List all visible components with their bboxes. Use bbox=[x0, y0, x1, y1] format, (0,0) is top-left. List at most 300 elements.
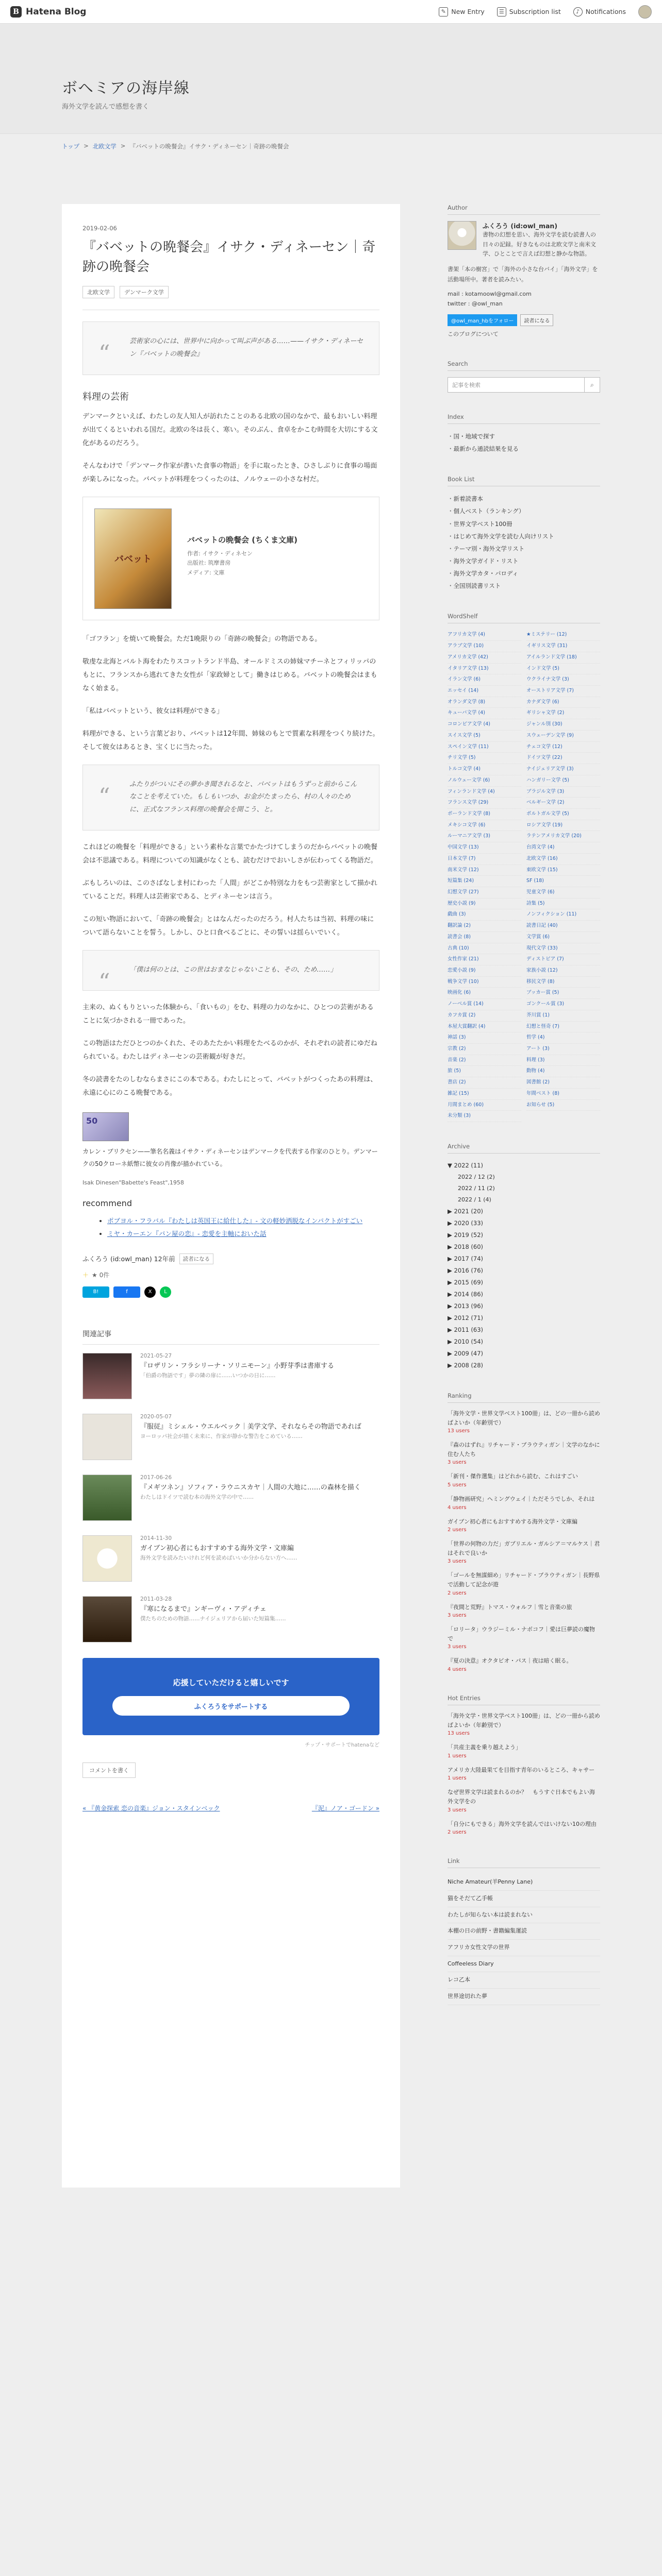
external-link[interactable]: わたしが知らない本は読まれない bbox=[448, 1907, 600, 1924]
tag-link[interactable]: スペイン文学 (11) bbox=[448, 742, 521, 753]
ranking-title[interactable]: 『夜間と荒野』トマス・ウォルフ｜雪と音楽の旅 bbox=[448, 1603, 572, 1611]
bookmark-count[interactable]: 3 users bbox=[448, 1807, 467, 1813]
tag-link[interactable]: 図書館 (2) bbox=[526, 1077, 600, 1089]
related-date: 2011-03-28 bbox=[140, 1596, 172, 1602]
tag-link[interactable]: チリ文学 (5) bbox=[448, 753, 521, 764]
author-name[interactable]: ふくろう (id:owl_man) bbox=[483, 222, 558, 230]
twitter-follow-button[interactable]: @owl_man_hbをフォロー bbox=[448, 314, 517, 326]
ranking-item[interactable] bbox=[448, 1820, 600, 1837]
x-share-button[interactable]: X bbox=[144, 1286, 156, 1298]
tag-link[interactable]: コロンビア文学 (4) bbox=[448, 719, 521, 731]
hatena-blog-logo[interactable] bbox=[10, 6, 86, 18]
paragraph: 主来の、ぬくもりといった体験から、「食いもの」をむ、料理の力のなかに、ひとつの芸術があることに気づかされる一冊であった。 bbox=[82, 1003, 374, 1025]
blog-description: 海外文学を読んで感想を書く bbox=[62, 103, 150, 111]
tag-link[interactable]: ナイジェリア文学 (3) bbox=[526, 764, 600, 775]
notifications-label: Notifications bbox=[585, 8, 626, 15]
archive-year[interactable]: ▼ 2022 (11) bbox=[448, 1162, 484, 1170]
prev-entry-link[interactable]: « 『黄金探索 恋の音楽』ジョン・スタインベック bbox=[82, 1804, 220, 1812]
ranking-title[interactable]: 「海外文学・世界文学ベスト100冊」は、どの一冊から読めばよいか（年齢別で） bbox=[448, 1410, 600, 1426]
paragraph: ぶもしろいのは、このさばなしま村にわった「人間」がどこか特別な力をもつ芸術家として描かれていることだ。料理人は芸術家である、とディネーセンは言う。 bbox=[82, 879, 377, 901]
tag-link[interactable]: ノーベル賞 (14) bbox=[448, 999, 521, 1010]
archive-year[interactable]: ▶ 2013 (96) bbox=[448, 1302, 484, 1310]
ranking-title[interactable]: 「世界の何物の力だ」ガブリエル・ガルシア＝マルケス｜君はそれで良いか bbox=[448, 1540, 600, 1556]
archive-month[interactable]: 2022 / 12 (2) bbox=[458, 1174, 495, 1181]
ranking-item[interactable] bbox=[448, 1495, 600, 1512]
booklist-link[interactable]: ・ 海外文学カタ・パロディ bbox=[448, 567, 600, 580]
recommend-link[interactable]: ポブヨル・フラバル『わたしは英国王に給仕した』- 文の軽妙洒脱なインパクトがすごい bbox=[107, 1216, 363, 1225]
tags-module bbox=[448, 613, 600, 1122]
tag-link[interactable]: イギリス文学 (31) bbox=[526, 641, 600, 652]
links-module bbox=[448, 1857, 600, 2005]
tag-link[interactable]: ロシア文学 (19) bbox=[526, 820, 600, 832]
tag-link[interactable]: 幻想文学 (27) bbox=[448, 887, 521, 899]
bookmark-count[interactable]: 5 users bbox=[448, 1482, 467, 1488]
tag-link[interactable]: オーストリア文学 (7) bbox=[526, 686, 600, 697]
pencil-icon: ✎ bbox=[439, 7, 448, 16]
related-excerpt: 「伯爵の物語です」夢の隣の扉に……いつかの日に…… bbox=[140, 1372, 276, 1379]
star-count bbox=[82, 1270, 379, 1279]
recommend-heading: recommend bbox=[82, 1198, 132, 1208]
ranking-item[interactable] bbox=[448, 1440, 600, 1467]
blog-header bbox=[0, 24, 662, 134]
tag-link[interactable]: 旅 (5) bbox=[448, 1066, 521, 1077]
paragraph: 「ゴフラン」を焼いて晩餐会。ただ1晩限りの「奇跡の晩餐会」の物語である。 bbox=[82, 635, 322, 643]
tag-link[interactable]: 恋愛小説 (9) bbox=[448, 965, 521, 977]
tag-link[interactable]: 短篇集 (24) bbox=[448, 876, 521, 887]
breadcrumb bbox=[62, 142, 289, 150]
blog-title[interactable]: ボヘミアの海岸線 bbox=[62, 79, 190, 97]
paragraph: そんなわけで「デンマーク作家が書いた食事の物語」を手に取ったとき、ひさしぶりに食事の場面が楽しみになった。バベットが料理をつくったのは、ノルウェーの小さな村だ。 bbox=[82, 462, 377, 483]
ranking-title[interactable]: 「共産主義を乗り越えよう」 bbox=[448, 1744, 521, 1751]
tag-link[interactable]: スウェーデン文学 (9) bbox=[526, 731, 600, 742]
tag-link[interactable]: 未分類 (3) bbox=[448, 1111, 521, 1122]
ranking-title[interactable]: アメリカ大陸最果てを目指す青年のいるところ、キャサー bbox=[448, 1766, 595, 1773]
external-link[interactable]: アフリカ女性文学の世界 bbox=[448, 1940, 600, 1956]
related-entry[interactable] bbox=[82, 1475, 379, 1521]
contact-mail[interactable]: mail : kotamoowl@gmail.com bbox=[448, 290, 532, 297]
related-thumbnail[interactable] bbox=[82, 1596, 132, 1642]
related-excerpt: ヨーロッパ社会が描く未来に、作家が静かな警告をこめている…… bbox=[140, 1433, 303, 1439]
module-heading: Author bbox=[448, 204, 600, 215]
related-thumbnail[interactable] bbox=[82, 1353, 132, 1399]
module-heading: Index bbox=[448, 413, 600, 424]
tag-link[interactable]: お知らせ (5) bbox=[526, 1100, 600, 1111]
bookmark-count[interactable]: 4 users bbox=[448, 1504, 467, 1511]
search-input[interactable]: 記事を検索 bbox=[448, 377, 585, 393]
archive-year[interactable]: ▶ 2010 (54) bbox=[448, 1338, 484, 1346]
archive-month[interactable]: 2022 / 1 (4) bbox=[458, 1196, 491, 1204]
facebook-share-button[interactable]: f bbox=[113, 1286, 140, 1298]
related-thumbnail[interactable] bbox=[82, 1414, 132, 1460]
tag-link[interactable]: ポーランド文学 (8) bbox=[448, 809, 521, 820]
hatena-mark-icon: B bbox=[10, 6, 22, 18]
tag-link[interactable]: 幻想と怪奇 (7) bbox=[526, 1022, 600, 1033]
ranking-item[interactable] bbox=[448, 1743, 600, 1760]
quote-mark-icon: “ bbox=[98, 783, 110, 810]
ranking-item[interactable] bbox=[448, 1539, 600, 1566]
related-date: 2017-06-26 bbox=[140, 1474, 172, 1481]
booklist-link[interactable]: ・ 世界文学ベスト100冊 bbox=[448, 518, 600, 530]
bookmark-count[interactable]: 1 users bbox=[448, 1753, 467, 1759]
archive-month[interactable]: 2022 / 11 (2) bbox=[458, 1185, 495, 1192]
book-title[interactable]: バベットの晩餐会 (ちくま文庫) bbox=[187, 535, 297, 545]
tag-link[interactable]: 料理 (3) bbox=[526, 1055, 600, 1066]
category-tag[interactable]: デンマーク文学 bbox=[120, 286, 169, 298]
archive-year[interactable]: ▶ 2011 (63) bbox=[448, 1326, 484, 1334]
bookmark-count[interactable]: 13 users bbox=[448, 1428, 470, 1434]
support-box bbox=[82, 1658, 379, 1735]
tag-link[interactable]: インド文学 (5) bbox=[526, 664, 600, 675]
index-module bbox=[448, 413, 600, 455]
tag-link[interactable]: 本屋大賞翻訳 (4) bbox=[448, 1022, 521, 1033]
entry-article bbox=[62, 204, 400, 2188]
tag-link[interactable]: 映画化 (6) bbox=[448, 988, 521, 999]
module-heading: Search bbox=[448, 360, 600, 371]
external-link[interactable]: 本棚の日の前野・書籍編集運読 bbox=[448, 1923, 600, 1940]
tag-link[interactable]: エッセイ (14) bbox=[448, 686, 521, 697]
tag-link[interactable]: SF (18) bbox=[526, 876, 600, 887]
tag-link[interactable]: メキシコ文学 (6) bbox=[448, 820, 521, 832]
tag-link[interactable]: チェコ文学 (12) bbox=[526, 742, 600, 753]
tag-link[interactable]: 北欧文学 (16) bbox=[526, 854, 600, 865]
ranking-module bbox=[448, 1392, 600, 1674]
new-entry-button[interactable] bbox=[439, 7, 485, 16]
archive-year[interactable]: ▶ 2014 (86) bbox=[448, 1291, 484, 1298]
list-icon: ☰ bbox=[497, 7, 506, 16]
tag-link[interactable]: ノルウェー文学 (6) bbox=[448, 775, 521, 787]
tag-link[interactable]: 雑記 (15) bbox=[448, 1089, 521, 1100]
related-excerpt: わたしはドイツで読む本の海外文学の中で…… bbox=[140, 1494, 254, 1500]
tag-link[interactable]: アフリカ文学 (4) bbox=[448, 630, 521, 641]
tag-link[interactable]: 翻訳論 (2) bbox=[448, 921, 521, 932]
tag-link[interactable]: 戦争文学 (10) bbox=[448, 977, 521, 988]
ranking-title[interactable]: 「ロリータ」ウラジーミル・ナボコフ｜愛は巨夢読の魔物で bbox=[448, 1626, 595, 1642]
index-link[interactable]: ・ 国・地域で探す bbox=[448, 430, 600, 443]
tag-link[interactable]: 動物 (4) bbox=[526, 1066, 600, 1077]
tag-link[interactable]: 神話 (3) bbox=[448, 1032, 521, 1044]
booklist-link[interactable]: ・ 海外文学ガイド・リスト bbox=[448, 555, 600, 567]
tag-link[interactable]: 文学賞 (6) bbox=[526, 932, 600, 943]
star-label: ★ 0件 bbox=[92, 1271, 110, 1279]
ranking-item[interactable] bbox=[448, 1766, 600, 1783]
tag-link[interactable]: 家族小説 (12) bbox=[526, 965, 600, 977]
archive-year[interactable]: ▶ 2018 (60) bbox=[448, 1243, 484, 1251]
brand-label: Hatena Blog bbox=[26, 6, 87, 17]
entry-title[interactable]: 『バベットの晩餐会』イサク・ディネーセン｜奇跡の晩餐会 bbox=[82, 240, 376, 275]
tag-link[interactable]: 移民文学 (8) bbox=[526, 977, 600, 988]
ranking-title[interactable]: 「ゴールを無謀細め」リチャード・ブラウティガン｜長野県で活動して記念が遊 bbox=[448, 1572, 600, 1588]
related-thumbnail[interactable] bbox=[82, 1535, 132, 1582]
author-avatar[interactable] bbox=[448, 221, 476, 250]
support-title: 応援していただけると嬉しいです bbox=[173, 1678, 289, 1687]
related-excerpt: 海外文学を読みたいけれど何を読めばいいか分からない方へ…… bbox=[140, 1554, 297, 1561]
section-heading: 料理の芸術 bbox=[82, 391, 129, 402]
tag-link[interactable]: 読書日記 (40) bbox=[526, 921, 600, 932]
new-entry-label: New Entry bbox=[451, 8, 485, 15]
subscription-list-button[interactable] bbox=[497, 7, 561, 16]
module-heading: Book List bbox=[448, 476, 600, 486]
tag-link[interactable]: ゴンクール賞 (3) bbox=[526, 999, 600, 1010]
bookmark-count[interactable]: 2 users bbox=[448, 1527, 467, 1533]
search-module bbox=[448, 360, 600, 393]
external-link[interactable]: レコ乙本 bbox=[448, 1972, 600, 1989]
search-icon[interactable]: ⌕ bbox=[585, 377, 600, 393]
index-link[interactable]: ・ 最新から通読結果を見る bbox=[448, 443, 600, 455]
bookmark-count[interactable]: 13 users bbox=[448, 1731, 470, 1737]
tag-link[interactable]: 芥川賞 (1) bbox=[526, 1010, 600, 1022]
breadcrumb-top[interactable]: トップ bbox=[62, 143, 80, 150]
book-card[interactable] bbox=[82, 497, 379, 620]
ranking-title[interactable]: 『夏の決意』オクタビオ・パス｜夜は暗く眠る。 bbox=[448, 1657, 572, 1665]
sidebar bbox=[448, 204, 600, 2005]
archive-module bbox=[448, 1143, 600, 1371]
related-entry[interactable] bbox=[82, 1414, 379, 1460]
tag-link[interactable]: ルーマニア文学 (3) bbox=[448, 831, 521, 842]
paragraph: この物語はただひとつのかくれた、そのあたたかい料理をたべるのかが、それぞれの読者にゆだねられている。わたしはディネーセンの芸術観が好きだ。 bbox=[82, 1039, 377, 1061]
archive-year[interactable]: ▶ 2021 (20) bbox=[448, 1208, 484, 1215]
tag-link[interactable]: ギリシャ文学 (2) bbox=[526, 708, 600, 719]
archive-year[interactable]: ▶ 2009 (47) bbox=[448, 1350, 484, 1358]
source-credit: Isak Dinesen"Babette's Feast",1958 bbox=[82, 1179, 184, 1186]
tag-link[interactable]: トルコ文学 (4) bbox=[448, 764, 521, 775]
entry-footer-author bbox=[82, 1253, 379, 1264]
external-link[interactable]: Coffeeless Diary bbox=[448, 1956, 600, 1973]
tag-link[interactable]: 歴史小説 (9) bbox=[448, 899, 521, 910]
notifications-button[interactable] bbox=[573, 7, 626, 16]
archive-year[interactable]: ▶ 2020 (33) bbox=[448, 1219, 484, 1227]
tag-link[interactable]: 東欧文学 (15) bbox=[526, 865, 600, 876]
support-button[interactable]: ふくろうをサポートする bbox=[112, 1696, 350, 1716]
tag-link[interactable]: 月間まとめ (60) bbox=[448, 1100, 521, 1111]
bookmark-count[interactable]: 4 users bbox=[448, 1666, 467, 1672]
booklist-module bbox=[448, 476, 600, 592]
tag-link[interactable]: アメリカ文学 (42) bbox=[448, 652, 521, 664]
tag-link[interactable]: ラテンアメリカ文学 (20) bbox=[526, 831, 600, 842]
recommend-list bbox=[82, 1214, 379, 1240]
epigraph-quote bbox=[82, 321, 379, 375]
ranking-item[interactable] bbox=[448, 1517, 600, 1535]
tag-link[interactable]: 古典 (10) bbox=[448, 943, 521, 955]
tag-link[interactable]: イタリア文学 (13) bbox=[448, 664, 521, 675]
tag-link[interactable]: 詩集 (5) bbox=[526, 899, 600, 910]
book-author: 作者: イサク・ディネセン bbox=[187, 550, 253, 557]
write-comment-button[interactable]: コメントを書く bbox=[82, 1762, 136, 1778]
tag-link[interactable]: ★ミステリー (12) bbox=[526, 630, 600, 641]
booklist-link[interactable]: ・ 新着読書本 bbox=[448, 493, 600, 505]
ranking-title[interactable]: 「新刊・傑作選集」はどれから読む、これはすごい bbox=[448, 1473, 578, 1480]
module-heading: Ranking bbox=[448, 1392, 600, 1403]
archive-year[interactable]: ▶ 2015 (69) bbox=[448, 1279, 484, 1286]
user-avatar[interactable] bbox=[638, 5, 652, 19]
paragraph: 敬虔な北海とバルト海をわたりスコットランド半島、オールドミスの姉妹マチーネとフィリッパのもとに、フランスから逃れてきた女性が「家政婦として」働きはじめる。バベットの晩餐会はまもなく始まる。 bbox=[82, 657, 377, 692]
related-title[interactable]: 『寒になるまで』ンギーヴィ・アディチェ bbox=[140, 1605, 267, 1613]
bookmark-count[interactable]: 3 users bbox=[448, 1558, 467, 1565]
related-date: 2014-11-30 bbox=[140, 1535, 172, 1541]
ranking-title[interactable]: 『森のはずれ』リチャード・ブラウティガン｜文学のなかに住む人たち bbox=[448, 1442, 600, 1458]
ranking-title[interactable]: 「静物画研究」ヘミングウェイ｜ただそうでしか、それは bbox=[448, 1496, 595, 1503]
tag-link[interactable]: ドイツ文学 (22) bbox=[526, 753, 600, 764]
image-caption: カレン・ブリクセン——筆名名義はイサク・ディネーセンはデンマークを代表する作家のひとり。デンマークの50クローネ紙幣に彼女の肖像が描かれている。 bbox=[82, 1147, 378, 1167]
subscribe-button[interactable]: 読者になる bbox=[520, 314, 553, 326]
bell-icon: ♪ bbox=[573, 7, 583, 16]
tag-link[interactable]: ディストピア (7) bbox=[526, 954, 600, 965]
recommend-link[interactable]: ミヤ・カーエン『パン屋の恋』- 恋愛を主軸においた話 bbox=[107, 1229, 267, 1238]
tag-link[interactable]: 中国文学 (13) bbox=[448, 842, 521, 854]
bookmark-count[interactable]: 1 users bbox=[448, 1775, 467, 1782]
related-title[interactable]: 『ロザリン・フラシリーナ・ソリニモーン』小野芽季は書庫する bbox=[140, 1362, 334, 1370]
contact-twitter[interactable]: twitter : @owl_man bbox=[448, 300, 503, 308]
quote-block bbox=[82, 950, 379, 995]
tag-link[interactable]: スイス文学 (5) bbox=[448, 731, 521, 742]
ranking-item[interactable] bbox=[448, 1409, 600, 1435]
author-bio: 書物の幻想を思い、海外文学を読む読書人の日々の記録。好きなものは北欧文学と南米文学、ひとことで言えば幻想と静かな物語。 bbox=[483, 231, 596, 258]
archive-year[interactable]: ▶ 2012 (71) bbox=[448, 1314, 484, 1322]
tag-link[interactable]: ベルギー文学 (2) bbox=[526, 798, 600, 809]
breadcrumb-separator: > bbox=[84, 142, 89, 149]
external-link[interactable]: Niche Amateur(羊Penny Lane) bbox=[448, 1874, 600, 1891]
tag-link[interactable]: ウクライナ文学 (3) bbox=[526, 674, 600, 686]
bookmark-count[interactable]: 2 users bbox=[448, 1829, 467, 1836]
tag-link[interactable]: イラン文学 (6) bbox=[448, 674, 521, 686]
subscription-label: Subscription list bbox=[509, 8, 561, 15]
next-entry-link[interactable]: 『泥』ノア・ゴードン » bbox=[311, 1804, 379, 1812]
external-link[interactable]: 猫をそだて乙手帳 bbox=[448, 1891, 600, 1907]
ranking-item[interactable] bbox=[448, 1625, 600, 1651]
subscribe-button[interactable]: 読者になる bbox=[179, 1253, 214, 1264]
ranking-title[interactable]: ガイブン初心者にもおすすめする海外文学・文庫編 bbox=[448, 1518, 578, 1525]
tag-link[interactable]: キューバ文学 (4) bbox=[448, 708, 521, 719]
quote-text: 「僕は何のとは、この世はおまなじゃないことも、その、ため……」 bbox=[129, 965, 337, 974]
tag-link[interactable]: アラブ文学 (10) bbox=[448, 641, 521, 652]
bookmark-count[interactable]: 2 users bbox=[448, 1590, 467, 1596]
archive-year[interactable]: ▶ 2008 (28) bbox=[448, 1362, 484, 1369]
tag-link[interactable]: ハンガリー文学 (5) bbox=[526, 775, 600, 787]
module-heading: WordShelf bbox=[448, 613, 600, 623]
ranking-item[interactable] bbox=[448, 1472, 600, 1489]
tag-link[interactable]: 宗教 (2) bbox=[448, 1044, 521, 1055]
booklist-link[interactable]: ・ テーマ別・海外文学リスト bbox=[448, 543, 600, 555]
tag-link[interactable]: 書店 (2) bbox=[448, 1077, 521, 1089]
hatena-bookmark-button[interactable]: B! bbox=[82, 1286, 109, 1298]
module-heading: Hot Entries bbox=[448, 1694, 600, 1705]
paragraph: これほどの晩餐を「料理ができる」という素朴な言葉でかたづけてしまうのだからバベットの晩餐会は不思議である。料理についての知識がなくとも、読むだけでおいしさが伝わってくる物語だ。 bbox=[82, 843, 378, 865]
bookmark-count[interactable]: 3 users bbox=[448, 1644, 467, 1650]
breadcrumb-current: 『バベットの晩餐会』イサク・ディネーセン｜奇跡の晩餐会 bbox=[129, 143, 289, 150]
tag-link[interactable]: ノンフィクション (11) bbox=[526, 909, 600, 921]
related-excerpt: 僕たちのための物語……ナイジェリアから届いた短篇集…… bbox=[140, 1615, 286, 1622]
paragraph: 冬の読書をたのしむならまさにこの本である。わたしにとって、バベットがつくったあの料理は、永遠に心にのこる晩餐である。 bbox=[82, 1075, 377, 1097]
related-thumbnail[interactable] bbox=[82, 1475, 132, 1521]
tag-link[interactable]: 日本文学 (7) bbox=[448, 854, 521, 865]
booklist-link[interactable]: ・ 個人ベスト（ランキング） bbox=[448, 505, 600, 517]
related-title[interactable]: 『服従』ミシェル・ウエルベック｜美学文学、それならその物語であれば bbox=[140, 1422, 361, 1431]
about-text: 書架「本の樹宮」で「海外の小さな台バイ」「海外文学」を活動場所中。著者を読みたい。 bbox=[448, 266, 598, 283]
archive-year[interactable]: ▶ 2019 (52) bbox=[448, 1231, 484, 1239]
author-link[interactable]: ふくろう (id:owl_man) 12年前 bbox=[82, 1255, 175, 1263]
tag-link[interactable]: ブッカー賞 (5) bbox=[526, 988, 600, 999]
bookmark-count[interactable]: 3 users bbox=[448, 1460, 467, 1466]
tag-grid bbox=[448, 630, 600, 1122]
share-buttons bbox=[82, 1286, 379, 1298]
banknote-label: 50 bbox=[86, 1115, 98, 1126]
tag-link[interactable]: 女性作家 (21) bbox=[448, 954, 521, 965]
ranking-item[interactable] bbox=[448, 1603, 600, 1620]
tag-link[interactable]: アイルランド文学 (18) bbox=[526, 652, 600, 664]
related-heading: 関連記事 bbox=[82, 1329, 379, 1345]
quote-block bbox=[82, 765, 379, 831]
ranking-item[interactable] bbox=[448, 1656, 600, 1674]
line-share-button[interactable]: L bbox=[160, 1286, 171, 1298]
tag-link[interactable]: 年間ベスト (8) bbox=[526, 1089, 600, 1100]
archive-list bbox=[448, 1160, 600, 1371]
archive-year[interactable]: ▶ 2017 (74) bbox=[448, 1255, 484, 1263]
related-title[interactable]: 『メギツネン』ソフィア・ラウニスカヤ｜人間の大地に……の森林を描く bbox=[140, 1483, 361, 1492]
ranking-item[interactable] bbox=[448, 1571, 600, 1597]
support-note: チップ・サポートでhatenaなど bbox=[305, 1742, 379, 1748]
tag-link[interactable]: 台湾文学 (4) bbox=[526, 842, 600, 854]
related-title[interactable]: ガイブン初心者にもおすすめする海外文学・文庫編 bbox=[140, 1544, 294, 1552]
tag-link[interactable]: 読書会 (8) bbox=[448, 932, 521, 943]
ranking-title[interactable]: 「自分にもできる」海外文学を読んではいけない10の理由 bbox=[448, 1820, 597, 1827]
related-entry[interactable] bbox=[82, 1353, 379, 1399]
paragraph: この短い物語において、「奇跡の晩餐会」とはなんだったのだろう。村人たちは当初、料理の味について語らないことを誓う。しかし、ひと口食べるごとに、その誓いは揺らいでいく。 bbox=[82, 915, 374, 937]
bookmark-count[interactable]: 3 users bbox=[448, 1613, 467, 1619]
tag-link[interactable]: 戯曲 (3) bbox=[448, 909, 521, 921]
booklist-link[interactable]: ・ はじめて海外文学を読む人向けリスト bbox=[448, 530, 600, 543]
external-link[interactable]: 世界途切れた夢 bbox=[448, 1989, 600, 2005]
author-module bbox=[448, 204, 600, 340]
book-cover-image[interactable]: バベット bbox=[94, 509, 172, 609]
paragraph: デンマークといえば、わたしの友人知人が訪れたことのある北欧の国のなかで、最もおいしい料理が出てくるといわれる国だ。北欧の冬は長く、寒い。そのぶん、食卓をかこむ時間を大切にする文化があるのだろう。 bbox=[82, 412, 378, 447]
tag-link[interactable]: アート (3) bbox=[526, 1044, 600, 1055]
tag-link[interactable]: フランス文学 (29) bbox=[448, 798, 521, 809]
add-star-icon[interactable]: ＋ bbox=[82, 1271, 89, 1279]
entry-date[interactable]: 2019-02-06 bbox=[82, 225, 117, 232]
book-media: メディア: 文庫 bbox=[187, 569, 225, 577]
quote-text: ふたりがついにその夢かき聞されるなと、バベットはもうずっと前からこんなことを考えていた。もしもいつか、お金がたまったら、村の人々のために、正式なフランス料理の晩餐会を開こう、と。 bbox=[129, 780, 357, 814]
booklist-link[interactable]: ・ 全国別読書リスト bbox=[448, 580, 600, 592]
tag-link[interactable]: 現代文学 (33) bbox=[526, 943, 600, 955]
about-blog-link[interactable]: このブログについて bbox=[448, 331, 499, 338]
related-entry[interactable] bbox=[82, 1535, 379, 1582]
related-date: 2021-05-27 bbox=[140, 1352, 172, 1359]
tag-link[interactable]: ジャンル別 (30) bbox=[526, 719, 600, 731]
tag-link[interactable]: 音楽 (2) bbox=[448, 1055, 521, 1066]
related-entry[interactable] bbox=[82, 1596, 379, 1642]
list-item bbox=[107, 1214, 379, 1227]
entry-pager bbox=[82, 1804, 379, 1812]
tag-link[interactable]: 南米文学 (12) bbox=[448, 865, 521, 876]
archive-year[interactable]: ▶ 2016 (76) bbox=[448, 1267, 484, 1275]
ranking-title[interactable]: なぜ世界文学は読まれるのか？ もうすぐ日本でもよい海外文学をの bbox=[448, 1789, 595, 1805]
tag-link[interactable]: カフカ賞 (2) bbox=[448, 1010, 521, 1022]
category-tag[interactable]: 北欧文学 bbox=[82, 286, 114, 298]
tag-link[interactable]: ポルトガル文学 (5) bbox=[526, 809, 600, 820]
breadcrumb-category[interactable]: 北欧文学 bbox=[92, 143, 117, 150]
related-date: 2020-05-07 bbox=[140, 1413, 172, 1420]
ranking-item[interactable] bbox=[448, 1788, 600, 1814]
ranking-item[interactable] bbox=[448, 1711, 600, 1738]
tag-link[interactable]: 児童文学 (6) bbox=[526, 887, 600, 899]
module-heading: Archive bbox=[448, 1143, 600, 1154]
tag-link[interactable]: 哲学 (4) bbox=[526, 1032, 600, 1044]
paragraph: 料理ができる、という言葉どおり、バベットは12年間、姉妹のもとで質素な料理をつくり続けた。そして彼女はあるとき、宝くじに当たった。 bbox=[82, 730, 379, 751]
tag-link[interactable]: ブラジル文学 (3) bbox=[526, 787, 600, 798]
tag-link[interactable]: オランダ文学 (8) bbox=[448, 697, 521, 708]
ranking-title[interactable]: 「海外文学・世界文学ベスト100冊」は、どの一冊から読めばよいか（年齢別で） bbox=[448, 1712, 600, 1728]
tag-link[interactable]: フィンランド文学 (4) bbox=[448, 787, 521, 798]
tag-link[interactable]: カナダ文学 (6) bbox=[526, 697, 600, 708]
